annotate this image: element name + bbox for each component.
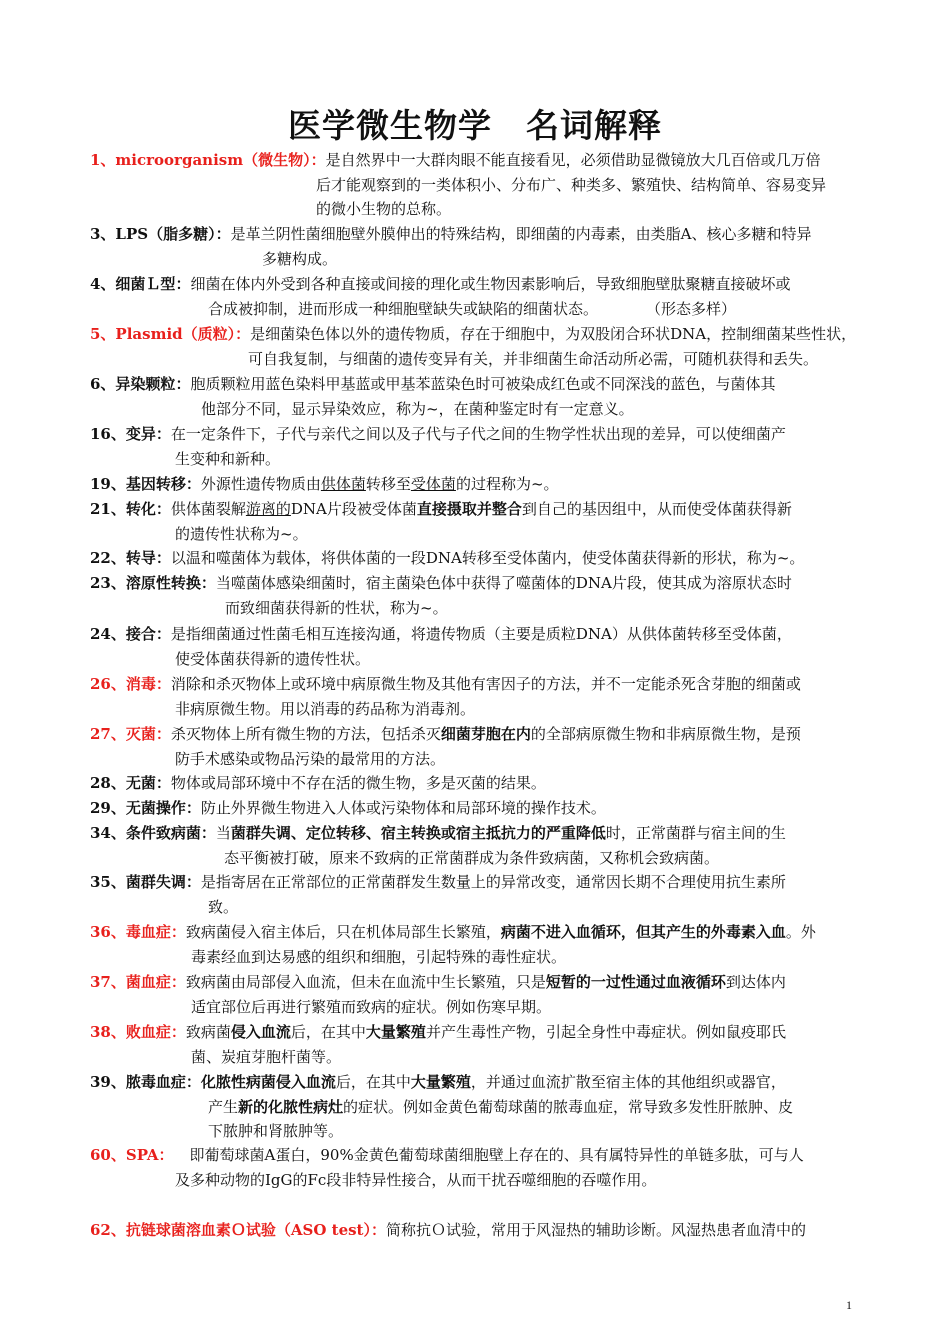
- term-label: 35、菌群失调：: [90, 873, 201, 891]
- definition-text: 后，在其中: [290, 1023, 366, 1041]
- term-label: 24、接合：: [90, 625, 171, 643]
- definition-text: 供体菌裂解: [170, 500, 246, 518]
- term-label: 21、转化：: [90, 500, 171, 518]
- definition-emphasis: 大量繁殖: [365, 1023, 426, 1041]
- page-title: 医学微生物学 名词解释: [288, 106, 662, 145]
- entry-transformation: [90, 497, 868, 546]
- entry-lps: [90, 222, 868, 271]
- term-label: 22、转导：: [90, 549, 171, 567]
- term-label: 39、脓毒血症：: [90, 1073, 201, 1091]
- definition-emphasis: 细菌芽胞在内: [440, 725, 531, 743]
- definition-text: 致病菌由局部侵入血流，但未在血流中生长繁殖，只是: [185, 973, 546, 991]
- definition-underline: 受体菌: [410, 475, 456, 493]
- entry-pyemia: [90, 1070, 868, 1144]
- definition-text: 下脓肿和肾脓肿等。: [208, 1122, 344, 1140]
- page-number: 1: [846, 1298, 852, 1312]
- definition-text: 简称抗Ｏ试验，常用于风湿热的辅助诊断。风湿热患者血清中的: [385, 1221, 806, 1239]
- definition-emphasis: 化脓性病菌侵入血流: [200, 1073, 336, 1091]
- definition-text: 的全部病原微生物和非病原微生物，是预: [530, 725, 801, 743]
- term-label: 16、变异：: [90, 425, 171, 443]
- term-label: 19、基因转移：: [90, 475, 201, 493]
- definition-text: 防手术感染或物品污染的最常用的方法。: [175, 749, 446, 768]
- definition-emphasis: 病菌不进入血循环，但其产生的外毒素入血: [500, 923, 786, 941]
- definition-text: 是指寄居在正常部位的正常菌群发生数量上的异常改变，通常因长期不合理使用抗生素所: [200, 873, 786, 891]
- definition-text: 物体或局部环境中不存在活的微生物，多是灭菌的结果。: [170, 774, 546, 792]
- definition-text: 到自己的基因组中，从而使受体菌获得新: [521, 500, 792, 518]
- term-label: 60、SPA：: [90, 1146, 174, 1164]
- entry-metachromatic-granule: [90, 372, 868, 421]
- definition-text: 后，在其中: [335, 1073, 411, 1091]
- definition-text: 多糖构成。: [262, 249, 338, 268]
- definition-text: 时，正常菌群与宿主间的生: [605, 824, 786, 842]
- definition-underline: 游离的: [245, 500, 291, 518]
- definition-text: 到达体内: [725, 973, 786, 991]
- definition-text: 当噬菌体感染细菌时，宿主菌染色体中获得了噬菌体的DNA片段，使其成为溶原状态时: [215, 574, 792, 592]
- definition-text: 是革兰阴性菌细胞壁外膜伸出的特殊结构，即细菌的内毒素，由类脂A、核心多糖和特异: [230, 225, 812, 243]
- definition-text: 胞质颗粒用蓝色染料甲基蓝或甲基苯蓝染色时可被染成红色或不同深浅的蓝色，与菌体其: [190, 375, 776, 393]
- definition-text: 及多种动物的IgG的Fc段非特异性接合，从而干扰吞噬细胞的吞噬作用。: [175, 1170, 657, 1189]
- term-label: 23、溶原性转换：: [90, 574, 216, 592]
- term-label: 1、microorganism（微生物）：: [90, 151, 326, 169]
- definition-text: ，并通过血流扩散至宿主体的其他组织或器官，: [470, 1073, 786, 1091]
- entry-l-form: [90, 272, 868, 321]
- definition-text: 的过程称为~。: [455, 475, 559, 493]
- definition-text: 菌、炭疽芽胞杆菌等。: [191, 1047, 342, 1066]
- definition-text: 产生: [208, 1097, 239, 1116]
- term-label: 3、LPS（脂多糖）：: [90, 225, 231, 243]
- entry-disinfection: [90, 672, 868, 721]
- definition-text: 。外: [785, 923, 816, 941]
- entry-transduction: [90, 546, 868, 571]
- definition-emphasis: 直接摄取并整合: [416, 500, 522, 518]
- entry-aseptic-technique: [90, 796, 868, 821]
- definition-text: 即葡萄球菌A蛋白，90%金黄色葡萄球菌细胞壁上存在的、具有属特异性的单链多肽，可与人: [189, 1146, 804, 1164]
- entry-plasmid: [90, 322, 868, 371]
- entry-aseptic: [90, 771, 868, 796]
- definition-text: 在一定条件下，子代与亲代之间以及子代与子代之间的生物学性状出现的差异，可以使细菌产: [170, 425, 786, 443]
- entry-variation: [90, 422, 868, 471]
- definition-text: 杀灭物体上所有微生物的方法，包括杀灭: [170, 725, 441, 743]
- definition-text: 致病菌侵入宿主体后，只在机体局部生长繁殖，: [185, 923, 501, 941]
- term-label: 38、败血症：: [90, 1023, 186, 1041]
- entry-sterilization: [90, 722, 868, 771]
- entry-aso-test: [90, 1218, 868, 1243]
- entry-septicemia: [90, 1020, 868, 1069]
- term-label: 36、毒血症：: [90, 923, 186, 941]
- definition-text: 非病原微生物。用以消毒的药品称为消毒剂。: [175, 699, 476, 718]
- definition-underline: 供体菌: [320, 475, 366, 493]
- definition-text: 是细菌染色体以外的遗传物质，存在于细胞中，为双股闭合环状DNA，控制细菌某些性状，: [250, 325, 857, 343]
- definition-text: 的微小生物的总称。: [316, 200, 452, 218]
- definition-text: 当: [215, 824, 231, 842]
- entry-lysogenic-conversion: [90, 571, 868, 620]
- term-label: 5、Plasmid（质粒）：: [90, 325, 251, 343]
- definition-text: 的遗传性状称为~。: [175, 524, 308, 543]
- definition-text: 适宜部位后再进行繁殖而致病的症状。例如伤寒早期。: [191, 997, 552, 1016]
- definition-text: DNA片段被受体菌: [290, 500, 417, 518]
- entry-bacteremia: [90, 970, 868, 1019]
- entry-conjugation: [90, 622, 868, 671]
- entry-microorganism: [90, 148, 868, 222]
- definition-text: 是指细菌通过性菌毛相互连接沟通，将遗传物质（主要是质粒DNA）从供体菌转移至受体菌，: [170, 625, 792, 643]
- definition-emphasis: 大量繁殖: [410, 1073, 471, 1091]
- term-label: 26、消毒：: [90, 675, 171, 693]
- definition-text: 转移至: [365, 475, 411, 493]
- term-label: 62、抗链球菌溶血素Ｏ试验（ASO test）：: [90, 1221, 386, 1239]
- definition-text: 可自我复制，与细菌的遗传变异有关，并非细菌生命活动所必需，可随机获得和丢失。: [248, 349, 819, 368]
- entry-toxemia: [90, 920, 868, 969]
- definition-text: 以温和噬菌体为载体，将供体菌的一段DNA转移至受体菌内，使受体菌获得新的形状，称为~。: [170, 549, 805, 567]
- definition-text: 致病菌: [185, 1023, 231, 1041]
- definition-text: 毒素经血到达易感的组织和细胞，引起特殊的毒性症状。: [191, 947, 567, 966]
- definition-text: 后才能观察到的一类体积小、分布广、种类多、繁殖快、结构简单、容易变异: [316, 175, 827, 194]
- definition-text: 是自然界中一大群肉眼不能直接看见，必须借助显微镜放大几百倍或几万倍: [325, 151, 821, 169]
- entry-opportunistic-pathogen: [90, 821, 868, 870]
- definition-text: 合成被抑制，进而形成一种细胞壁缺失或缺陷的细菌状态。: [208, 299, 599, 318]
- definition-text: 而致细菌获得新的性状，称为~。: [225, 598, 448, 617]
- term-label: 6、异染颗粒：: [90, 375, 191, 393]
- term-label: 4、细菌Ｌ型：: [90, 275, 191, 293]
- definition-text: 细菌在体内外受到各种直接或间接的理化或生物因素影响后，导致细胞壁肽聚糖直接破坏或: [190, 275, 791, 293]
- definition-text: 并产生毒性产物，引起全身性中毒症状。例如鼠疫耶氏: [425, 1023, 786, 1041]
- definition-text: 态平衡被打破，原来不致病的正常菌群成为条件致病菌，又称机会致病菌。: [224, 848, 720, 867]
- term-label: 29、无菌操作：: [90, 799, 201, 817]
- definition-emphasis: 新的化脓性病灶: [238, 1097, 344, 1116]
- definition-text: 的症状。例如金黄色葡萄球菌的脓毒血症，常导致多发性肝脓肿、皮: [343, 1097, 794, 1116]
- term-label: 28、无菌：: [90, 774, 171, 792]
- definition-emphasis: 侵入血流: [230, 1023, 291, 1041]
- entry-gene-transfer: [90, 472, 868, 497]
- definition-text: 致。: [208, 897, 239, 916]
- definition-text: 使受体菌获得新的遗传性状。: [175, 649, 371, 668]
- term-label: 34、条件致病菌：: [90, 824, 216, 842]
- definition-emphasis: 菌群失调、定位转移、宿主转换或宿主抵抗力的严重降低: [230, 824, 606, 842]
- definition-text: 防止外界微生物进入人体或污染物体和局部环境的操作技术。: [200, 799, 606, 817]
- term-label: 27、灭菌：: [90, 725, 171, 743]
- definition-text: 消除和杀灭物体上或环境中病原微生物及其他有害因子的方法，并不一定能杀死含芽胞的细菌或: [170, 675, 801, 693]
- entry-dysbacteriosis: [90, 870, 868, 919]
- definition-text: 外源性遗传物质由: [200, 475, 321, 493]
- definition-note: （形态多样）: [646, 299, 737, 318]
- entry-spa: [90, 1143, 868, 1192]
- definition-emphasis: 短暂的一过性通过血液循环: [545, 973, 726, 991]
- definition-text: 生变种和新种。: [175, 449, 281, 468]
- term-label: 37、菌血症：: [90, 973, 186, 991]
- definition-text: 他部分不同，显示异染效应，称为~，在菌种鉴定时有一定意义。: [201, 399, 634, 418]
